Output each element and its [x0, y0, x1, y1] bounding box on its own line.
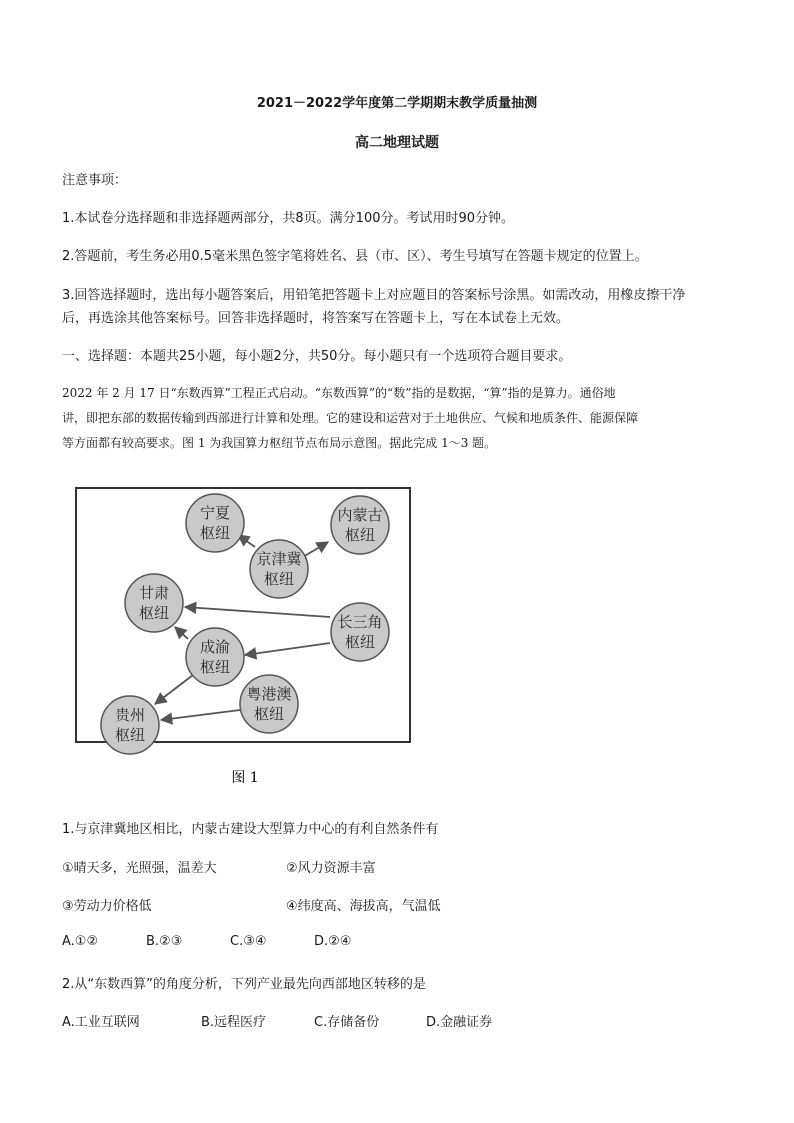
q1-statement-1: ①晴天多，光照强，温差大	[62, 861, 217, 876]
notice-item-3-line-2: 后，再选涂其他答案标号。回答非选择题时，将答案写在答题卡上，写在本试卷上无效。	[62, 311, 570, 326]
exam-subtitle: 高二地理试题	[355, 135, 439, 151]
node-neimenggu	[331, 496, 389, 554]
q1-statement-2: ②风力资源丰富	[286, 861, 376, 876]
exam-title: 2021－2022学年度第二学期期末教学质量抽测	[256, 96, 538, 111]
arrow-changsanjiao-gansu	[185, 607, 330, 617]
node-jingjinji-line2: 枢纽	[263, 570, 295, 588]
arrow-jingjinji-neimenggu	[303, 542, 328, 557]
section-heading: 一、选择题：本题共25小题，每小题2分，共50分。每小题只有一个选项符合题目要求。	[62, 349, 572, 364]
node-jingjinji-line1: 京津冀	[256, 550, 302, 568]
q1-choice-b: B.②③	[146, 934, 183, 949]
node-chengyu-line2: 枢纽	[199, 658, 231, 676]
node-chengyu-line1: 成渝	[199, 638, 231, 656]
passage-line-3: 等方面都有较高要求。图 1 为我国算力枢纽节点布局示意图。据此完成 1～3 题。	[62, 436, 497, 450]
figure-caption: 图 1	[231, 770, 259, 786]
node-yuegangao-line2: 枢纽	[253, 705, 285, 723]
node-yuegangao-line1: 粤港澳	[246, 685, 292, 703]
node-yuegangao	[240, 675, 298, 733]
node-changsanjiao-line2: 枢纽	[344, 633, 376, 651]
notice-item-2: 2.答题前，考生务必用0.5毫米黑色签字笔将姓名、县（市、区）、考生号填写在答题卡规定的位置上。	[62, 249, 648, 264]
q1-choice-d: D.②④	[314, 934, 352, 949]
notice-heading: 注意事项：	[62, 173, 128, 188]
q2-choice-a: A.工业互联网	[62, 1015, 140, 1030]
q2-choice-b: B.远程医疗	[201, 1015, 267, 1030]
node-guizhou-line1: 贵州	[114, 706, 146, 724]
node-neimenggu-line1: 内蒙古	[337, 506, 383, 524]
arrow-chengyu-guizhou	[155, 675, 193, 704]
node-changsanjiao	[331, 603, 389, 661]
q2-choice-d: D.金融证券	[426, 1015, 493, 1030]
node-neimenggu-line2: 枢纽	[344, 526, 376, 544]
q1-statement-3: ③劳动力价格低	[62, 899, 152, 914]
node-gansu	[125, 574, 183, 632]
node-jingjinji	[250, 540, 308, 598]
node-chengyu	[186, 628, 244, 686]
node-ningxia	[186, 494, 244, 552]
arrow-chengyu-gansu	[175, 627, 188, 639]
notice-item-1: 1.本试卷分选择题和非选择题两部分，共8页。满分100分。考试用时90分钟。	[62, 211, 515, 226]
q2-stem: 2.从“东数西算”的角度分析，下列产业最先向西部地区转移的是	[62, 977, 426, 992]
q1-stem: 1.与京津冀地区相比，内蒙古建设大型算力中心的有利自然条件有	[62, 822, 439, 837]
node-ningxia-line2: 枢纽	[199, 524, 231, 542]
arrow-changsanjiao-chengyu	[245, 643, 330, 655]
arrow-yuegangao-guizhou	[161, 710, 240, 720]
q1-choice-c: C.③④	[230, 934, 267, 949]
q1-statement-4: ④纬度高、海拔高，气温低	[286, 899, 441, 914]
hub-diagram	[75, 487, 415, 787]
figure-1	[75, 487, 415, 786]
node-guizhou-line2: 枢纽	[114, 726, 146, 744]
notice-item-3-line-1: 3.回答选择题时，选出每小题答案后，用铅笔把答题卡上对应题目的答案标号涂黑。如需改动，用橡皮擦干净	[62, 288, 686, 303]
passage-line-2: 讲，即把东部的数据传输到西部进行计算和处理。它的建设和运营对于土地供应、气候和地质条件、能源保障	[62, 411, 639, 425]
passage-line-1: 2022 年 2 月 17 日“东数西算”工程正式启动。“东数西算”的“数”指的是数据，“算”指的是算力。通俗地	[62, 386, 616, 400]
node-guizhou	[101, 696, 159, 754]
q1-choice-a: A.①②	[62, 934, 99, 949]
node-changsanjiao-line1: 长三角	[337, 613, 383, 631]
node-ningxia-line1: 宁夏	[199, 504, 231, 522]
node-gansu-line1: 甘肃	[138, 584, 170, 602]
q2-choice-c: C.存储备份	[314, 1015, 380, 1030]
node-gansu-line2: 枢纽	[138, 604, 170, 622]
